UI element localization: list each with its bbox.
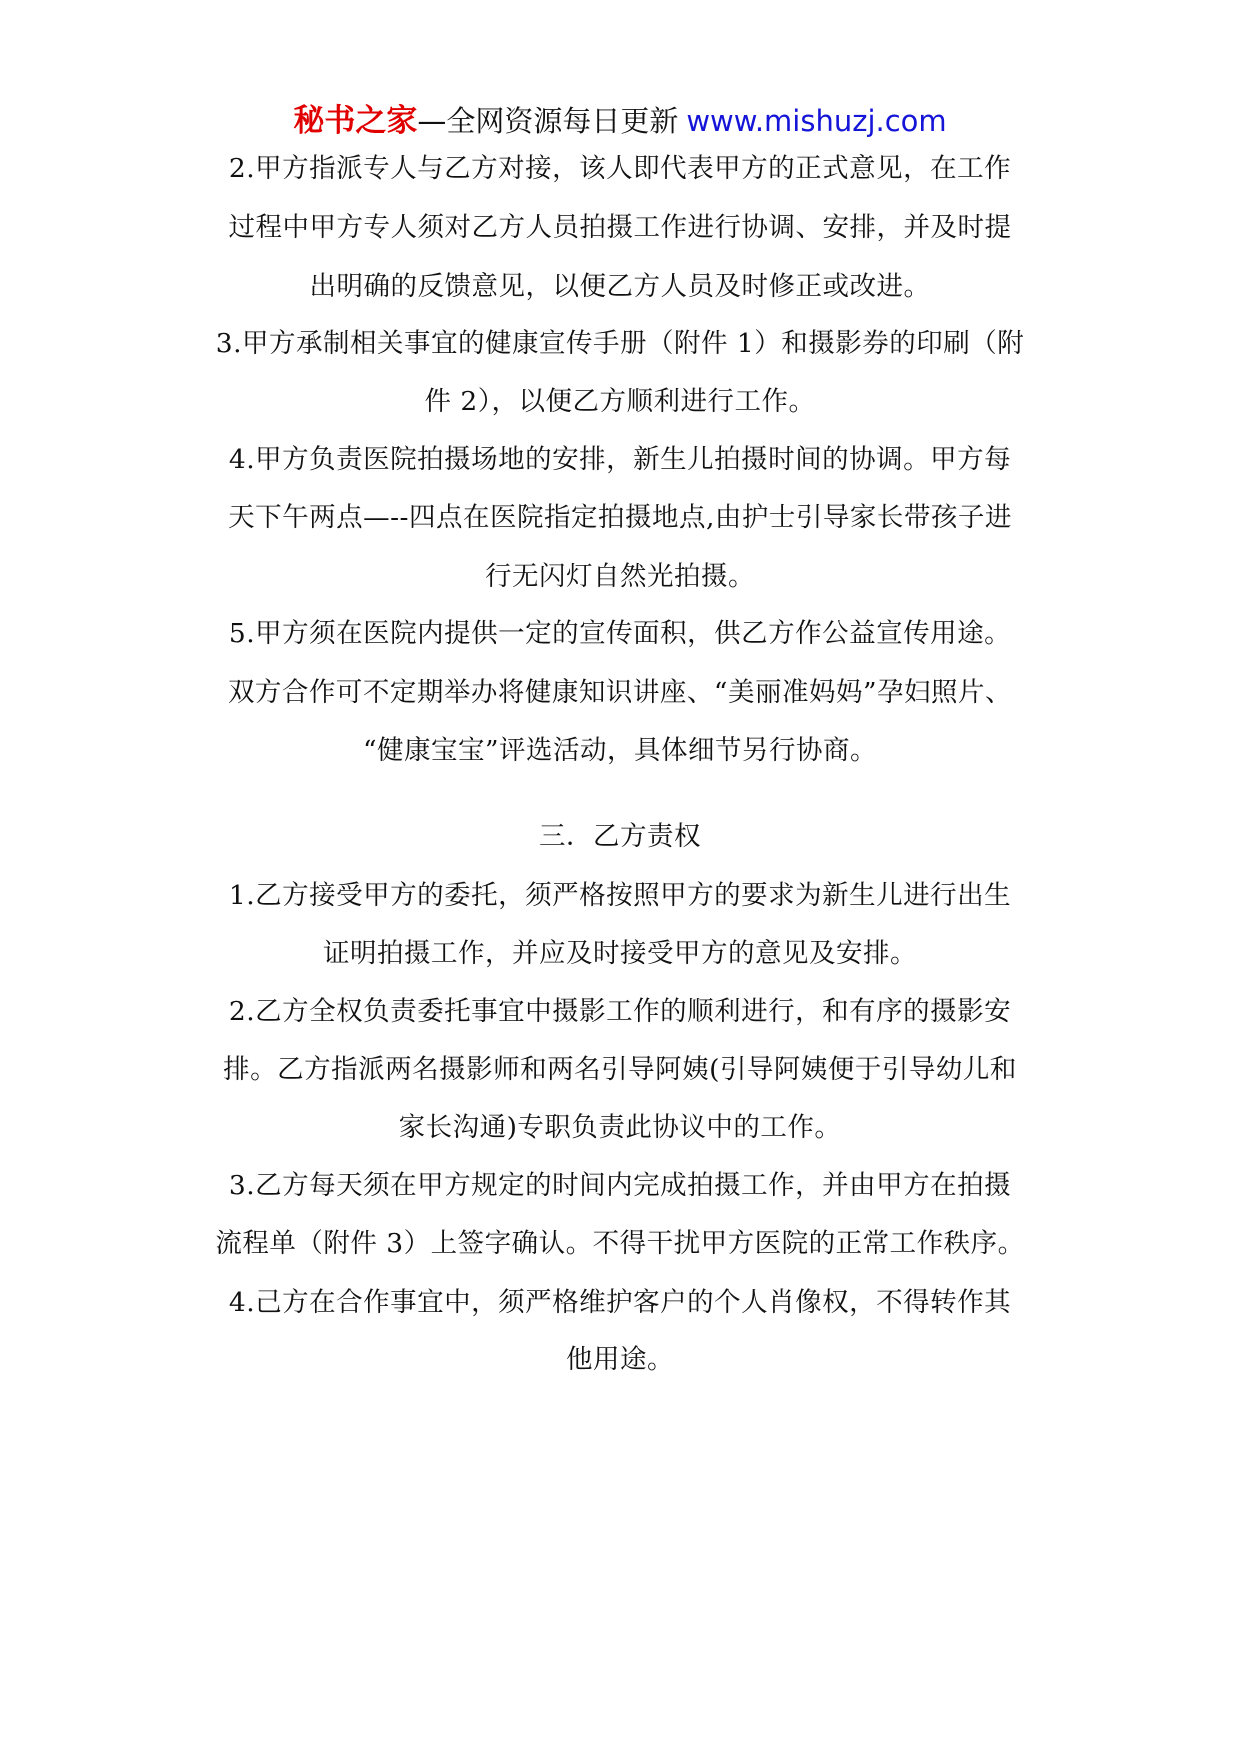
body-line-18: 流程单（附件 3）上签字确认。不得干扰甲方医院的正常工作秩序。 bbox=[215, 1228, 1025, 1259]
section-heading: 三．乙方责权 bbox=[539, 821, 701, 852]
site-header bbox=[0, 101, 1240, 141]
body-line-16: 家长沟通)专职负责此协议中的工作。 bbox=[398, 1112, 842, 1143]
body-line-15: 排。乙方指派两名摄影师和两名引导阿姨(引导阿姨便于引导幼儿和 bbox=[223, 1054, 1017, 1085]
body-line-7: 天下午两点—--四点在医院指定拍摄地点,由护士引导家长带孩子进 bbox=[228, 502, 1012, 533]
body-line-1: 2.甲方指派专人与乙方对接，该人即代表甲方的正式意见，在工作 bbox=[228, 153, 1012, 184]
body-line-4: 3.甲方承制相关事宜的健康宣传手册（附件 1）和摄影券的印刷（附 bbox=[215, 328, 1025, 359]
site-brand: 秘书之家 bbox=[293, 103, 418, 139]
body-line-9: 5.甲方须在医院内提供一定的宣传面积，供乙方作公益宣传用途。 bbox=[228, 618, 1012, 649]
site-slogan: —全网资源每日更新 bbox=[417, 104, 679, 138]
site-url-link[interactable]: www.mishuzj.com bbox=[686, 104, 947, 138]
body-line-5: 件 2），以便乙方顺利进行工作。 bbox=[424, 386, 816, 417]
body-line-14: 2.乙方全权负责委托事宜中摄影工作的顺利进行，和有序的摄影安 bbox=[228, 996, 1012, 1027]
body-line-17: 3.乙方每天须在甲方规定的时间内完成拍摄工作，并由甲方在拍摄 bbox=[228, 1170, 1012, 1201]
body-line-6: 4.甲方负责医院拍摄场地的安排，新生儿拍摄时间的协调。甲方每 bbox=[228, 444, 1012, 475]
body-line-20: 他用途。 bbox=[566, 1344, 674, 1375]
body-line-2: 过程中甲方专人须对乙方人员拍摄工作进行协调、安排，并及时提 bbox=[228, 212, 1012, 243]
body-line-3: 出明确的反馈意见，以便乙方人员及时修正或改进。 bbox=[309, 271, 931, 302]
body-line-8: 行无闪灯自然光拍摄。 bbox=[485, 561, 755, 592]
body-line-12: 1.乙方接受甲方的委托，须严格按照甲方的要求为新生儿进行出生 bbox=[228, 880, 1012, 911]
body-line-11: “健康宝宝”评选活动，具体细节另行协商。 bbox=[362, 735, 878, 766]
body-line-19: 4.己方在合作事宜中，须严格维护客户的个人肖像权，不得转作其 bbox=[228, 1287, 1012, 1318]
body-line-13: 证明拍摄工作，并应及时接受甲方的意见及安排。 bbox=[323, 938, 917, 969]
body-line-10: 双方合作可不定期举办将健康知识讲座、“美丽准妈妈”孕妇照片、 bbox=[227, 677, 1013, 708]
